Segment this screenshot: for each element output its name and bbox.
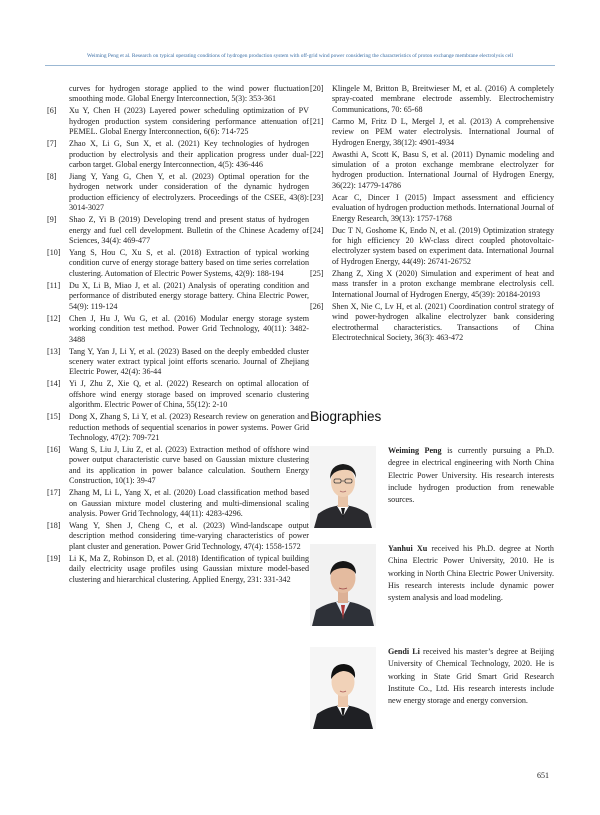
biography-text: Weiming Peng is currently pursuing a Ph.D. degree in electrical engineering with North China Electric Power University. His research interests include hydrogen production from renewable sources. <box>388 446 555 505</box>
reference-entry: [9] Shao Z, Yi B (2019) Developing trend and present status of hydrogen energy and fuel cell development. Bulletin of the Chinese Academy of Sciences, 34(4): 469-477 <box>47 215 309 246</box>
author-photo <box>310 647 376 729</box>
reference-entry: [19] Li K, Ma Z, Robinson D, et al. (2018) Identification of typical building daily electricity usage profiles using Gaussian mixture model-based clustering and hierarchical clustering. Applied Energy, 231: 331-342 <box>47 553 309 584</box>
reference-entry: [14] Yi J, Zhu Z, Xie Q, et al. (2022) Research on optimal allocation of offshore wind energy storage based on improved scenario clustering algorithm. Electric Power of China, 55(12): 2-10 <box>47 379 309 410</box>
reference-entry: [20] Klingele M, Britton B, Breitwieser M, et al. (2016) A completely spray-coated membrane electrode assembly. Electrochemistry Communications, 70: 65-68 <box>310 84 554 114</box>
reference-entry: [13] Tang Y, Yan J, Li Y, et al. (2023) Based on the deeply embedded cluster scenery water extract typical joint efforts scenario. Journal of Zhejiang Electric Power, 42(4): 36-44 <box>47 346 309 377</box>
reference-entry: [18] Wang Y, Shen J, Cheng C, et al. (2023) Wind-landscape output description method considering time-varying characteristics of power plant cluster and generation. Power Grid Technology, 47(4): 1558-1572 <box>47 520 309 551</box>
biography-gendi-li <box>310 647 554 729</box>
author-photo <box>310 544 376 626</box>
reference-entry: [17] Zhang M, Li L, Yang X, et al. (2020) Load classification method based on Gaussian mixture model clustering and multi-dimensional scaling analysis. Power Grid Technology, 44(11): 4283-4296. <box>47 488 309 518</box>
reference-entry: [25] Zhang Z, Xing X (2020) Simulation and experiment of heat and mass transfer in a proton exchange membrane electrolysis cell. International Journal of Hydrogen Energy, 45(39): 20184-20193 <box>310 268 554 299</box>
header-rule <box>45 65 555 66</box>
reference-entry: [21] Carmo M, Fritz D L, Mergel J, et al. (2013) A comprehensive review on PEM water electrolysis. International Journal of Hydrogen Energy, 38(12): 4901-4934 <box>310 116 554 147</box>
reference-entry: [26] Shen X, Nie C, Lv H, et al. (2021) Coordination control strategy of wind power-hydrogen alkaline electrolyzer bank considering electrothermal characteristics. Transactions of China Electrotechnical Society, 36(3): 463-472 <box>310 301 554 342</box>
reference-entry: [12] Chen J, Hu J, Wu G, et al. (2016) Modular energy storage system working condition test method. Power Grid Technology, 40(11): 3482-3488 <box>47 313 309 344</box>
page-number: 651 <box>537 771 549 780</box>
reference-entry: [22] Awasthi A, Scott K, Basu S, et al. (2011) Dynamic modeling and simulation of a proton exchange membrane electrolyzer for hydrogen production. International Journal of Hydrogen Energy, 36(22): 14779-14786 <box>310 149 554 190</box>
biography-text: Gendi Li received his master’s degree at Beijing University of Chemical Technology, 2020. He is working in State Grid Smart Grid Research Institute Co., Ltd. His research interests include new energy storage and energy conversion. <box>388 647 554 706</box>
references-right-column <box>310 84 554 345</box>
biography-text: Yanhui Xu received his Ph.D. degree at North China Electric Power University, 2010. He is working in North China Electric Power University. His research interests include dynamic power system analysis and load modeling. <box>388 544 554 603</box>
reference-entry: [8] Jiang Y, Yang G, Chen Y, et al. (2023) Optimal operation for the hydrogen network under consideration of the dynamic hydrogen production efficiency of electrolyzers. Proceedings of the CSEE, 43(8): 3014-3027 <box>47 172 309 213</box>
biography-yanhui-xu <box>310 544 554 626</box>
reference-entry: [24] Duc T N, Goshome K, Endo N, et al. (2019) Optimization strategy for high efficiency 20 kW-class direct coupled photovoltaic-electrolyzer system based on experiment data. International Journal of Hydrogen Energy, 44(49): 26741-26752 <box>310 225 554 266</box>
reference-entry: [23] Acar C, Dincer I (2015) Impact assessment and efficiency evaluation of hydrogen production methods. International Journal of Energy Research, 39(13): 1757-1768 <box>310 192 554 223</box>
reference-entry: curves for hydrogen storage applied to the wind power fluctuation smoothing mode. Global Energy Interconnection, 5(3): 353-361 <box>69 84 309 104</box>
author-photo <box>310 446 376 528</box>
references-left-column <box>47 84 309 587</box>
reference-entry: [7] Zhao X, Li G, Sun X, et al. (2021) Key technologies of hydrogen production by electrolysis and their application progress under dual-carbon target. Global energy Interconnection, 4(5): 436-446 <box>47 139 309 170</box>
biography-weiming-peng <box>310 446 554 528</box>
biographies-heading: Biographies <box>310 409 382 424</box>
reference-entry: [10] Yang S, Hou C, Xu S, et al. (2018) Extraction of typical working condition curve of energy storage battery based on time series correlation clustering. Automation of Electric Power Systems, 42(9): 188-194 <box>47 248 309 278</box>
reference-entry: [11] Du X, Li B, Miao J, et al. (2021) Analysis of operating condition and performance of distributed energy storage battery. China Electric Power, 54(9): 119-124 <box>47 280 309 311</box>
reference-entry: [15] Dong X, Zhang S, Li Y, et al. (2023) Research review on generation and reduction methods of sequential scenarios in power systems. Power Grid Technology, 47(2): 709-721 <box>47 412 309 442</box>
running-header: Weiming Peng et al. Research on typical operating conditions of hydrogen production system with off-grid wind power considering the characteristics of proton exchange membrane electrolysis cell <box>86 53 514 59</box>
reference-entry: [6] Xu Y, Chen H (2023) Layered power scheduling optimization of PV hydrogen production system considering performance attenuation of PEMEL. Global Energy Interconnection, 6(6): 714-725 <box>47 106 309 137</box>
reference-entry: [16] Wang S, Liu J, Liu Z, et al. (2023) Extraction method of offshore wind power output characteristic curve based on Gaussian mixture clustering and its application in power balance calculation. Southern Energy Construction, 10(1): 39-47 <box>47 444 309 486</box>
